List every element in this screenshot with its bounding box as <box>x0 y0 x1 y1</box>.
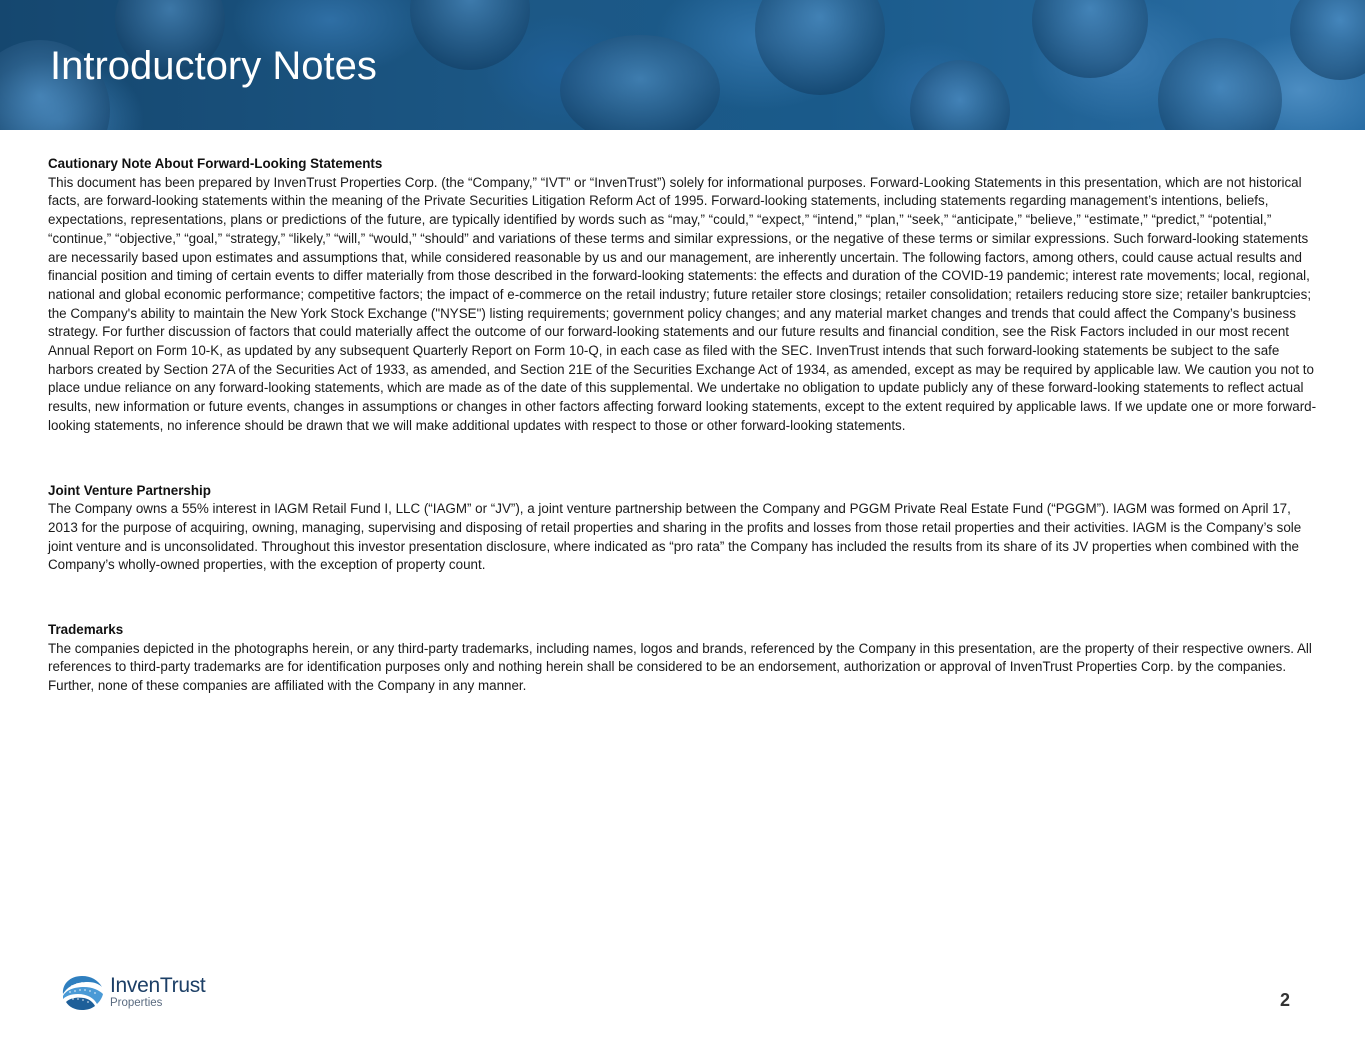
section-heading: Trademarks <box>48 622 124 638</box>
section-trademarks <box>48 621 1318 696</box>
main-content <box>48 155 1318 742</box>
section-heading: Cautionary Note About Forward-Looking Statements <box>48 156 383 171</box>
section-body: The companies depicted in the photographs herein, or any third-party trademarks, including names, logos and brands, referenced by the Company in this presentation, are the property of their respective owners. All references to third-party trademarks are for identification purposes only and nothing herein shall be considered to be an endorsement, authorization or approval of InvenTrust Properties Corp. by the companies. Further, none of these companies are affiliated with the Company in any manner. <box>48 640 1312 694</box>
logo-name: InvenTrust <box>110 974 206 997</box>
section-heading: Joint Venture Partnership <box>48 482 211 498</box>
section-joint-venture <box>48 482 1318 576</box>
logo-subtitle: Properties <box>110 997 163 1009</box>
page-title: Introductory Notes <box>50 44 377 88</box>
company-logo <box>60 972 230 1012</box>
section-forward-looking <box>48 155 1318 436</box>
section-body: This document has been prepared by InvenTrust Properties Corp. (the “Company,” “IVT” or “InvenTrust”) solely for informational purposes. Forward-Looking Statements in this presentation, which are not historical facts, are forward-looking statements within the meaning of the Private Securities Litigation Reform Act of 1995. Forward-looking statements, including statements regarding management’s intentions, beliefs, expectations, representations, plans or predictions of the future, are typically identified by words such as “may,” “could,” “expect,” “intend,” “plan,” “seek,” “anticipate,” “believe,” “estimate,” “predict,” “potential,” “continue,” “objective,” “goal,” “strategy,” “likely,” “will,” “would,” “should” and variations of these terms and similar expressions, or the negative of these terms or similar expressions. Such forward-looking statements are necessarily based upon estimates and assumptions that, while considered reasonable by us and our management, are inherently uncertain. The following factors, among others, could cause actual results and financial position and timing of certain events to differ materially from those described in the forward-looking statements: the effects and duration of the COVID-19 pandemic; interest rate movements; local, regional, national and global economic performance; competitive factors; the impact of e-commerce on the retail industry; future retailer store closings; retailer consolidation; retailers reducing store size; retailer bankruptcies; the Company's ability to maintain the New York Stock Exchange ("NYSE") listing requirements; government policy changes; and any material market changes and trends that could affect the Company’s business strategy. For further discussion of factors that could materially affect the outcome of our forward-looking statements and our future results and financial condition, see the Risk Factors included in our most recent Annual Report on Form 10-K, as updated by any subsequent Quarterly Report on Form 10-Q, in each case as filed with the SEC. InvenTrust intends that such forward-looking statements be subject to the safe harbors created by Section 27A of the Securities Act of 1933, as amended, and Section 21E of the Securities Exchange Act of 1934, as amended, except as may be required by applicable law. We caution you not to place undue reliance on any forward-looking statements, which are made as of the date of this supplemental. We undertake no obligation to update publicly any of these forward-looking statements to reflect actual results, new information or future events, changes in assumptions or changes in other factors affecting forward looking statements, except to the extent required by applicable laws. If we update one or more forward-looking statements, no inference should be drawn that we will make additional updates with respect to those or other forward-looking statements. <box>48 174 1317 433</box>
header-banner <box>0 0 1365 130</box>
section-body: The Company owns a 55% interest in IAGM Retail Fund I, LLC (“IAGM” or “JV”), a joint venture partnership between the Company and PGGM Private Real Estate Fund (“PGGM”). IAGM was formed on April 17, 2013 for the purpose of acquiring, owning, managing, supervising and disposing of retail properties and sharing in the profits and losses from those retail properties and their activities. IAGM is the Company’s sole joint venture and is unconsolidated. Throughout this investor presentation disclosure, where indicated as “pro rata” the Company has included the results from its share of its JV properties when combined with the Company’s wholly-owned properties, with the exception of property count. <box>48 501 1302 573</box>
page-number: 2 <box>1280 990 1291 1010</box>
inventrust-globe-icon <box>60 972 104 1012</box>
